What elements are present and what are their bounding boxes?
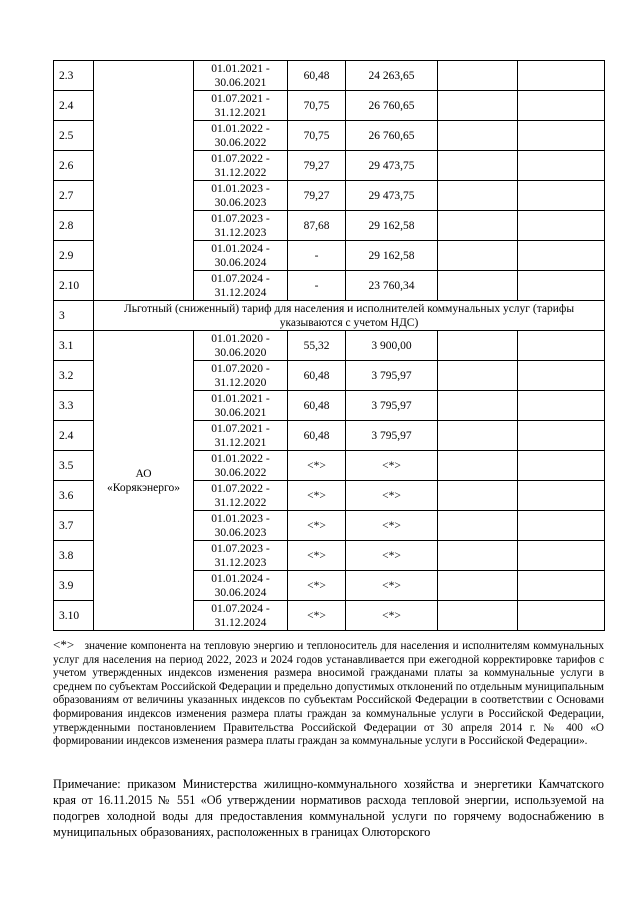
period-cell — [194, 211, 288, 241]
period-cell — [194, 481, 288, 511]
period-cell — [194, 571, 288, 601]
heat-component: 87,68 — [288, 211, 346, 241]
row-number: 2.9 — [54, 241, 94, 271]
period-cell — [194, 241, 288, 271]
empty-cell — [518, 61, 605, 91]
period-end: 30.06.2024 — [214, 586, 267, 599]
row-number: 2.7 — [54, 181, 94, 211]
empty-cell — [518, 151, 605, 181]
period-end: 31.12.2023 — [214, 226, 267, 239]
heat-component: 55,32 — [288, 331, 346, 361]
period-cell — [194, 121, 288, 151]
carrier-component: <*> — [346, 481, 438, 511]
period-cell — [194, 361, 288, 391]
empty-cell — [518, 601, 605, 631]
period-start: 01.07.2020 - — [211, 362, 270, 375]
empty-cell — [438, 151, 518, 181]
period-cell — [194, 331, 288, 361]
heat-component: - — [288, 271, 346, 301]
period-start: 01.07.2022 - — [211, 482, 270, 495]
row-number: 3.1 — [54, 331, 94, 361]
period-end: 31.12.2021 — [214, 436, 267, 449]
heat-component: 60,48 — [288, 361, 346, 391]
organization-cell — [94, 331, 194, 631]
period-end: 31.12.2022 — [214, 166, 267, 179]
heat-component: 60,48 — [288, 391, 346, 421]
period-cell — [194, 151, 288, 181]
period-start: 01.01.2022 - — [211, 122, 270, 135]
section-title-line: указываются с учетом НДС) — [279, 316, 419, 329]
period-end: 30.06.2023 — [214, 526, 267, 539]
section-title — [94, 301, 605, 331]
empty-cell — [438, 391, 518, 421]
empty-cell — [438, 211, 518, 241]
carrier-component: 23 760,34 — [346, 271, 438, 301]
empty-cell — [438, 271, 518, 301]
period-end: 30.06.2021 — [214, 406, 267, 419]
period-end: 31.12.2023 — [214, 556, 267, 569]
empty-cell — [518, 391, 605, 421]
carrier-component: <*> — [346, 601, 438, 631]
period-end: 31.12.2021 — [214, 106, 267, 119]
empty-cell — [438, 571, 518, 601]
empty-cell — [518, 421, 605, 451]
period-end: 30.06.2020 — [214, 346, 267, 359]
period-cell — [194, 541, 288, 571]
empty-cell — [518, 211, 605, 241]
empty-cell — [518, 361, 605, 391]
footnote-marker: <*> — [53, 637, 75, 652]
period-end: 31.12.2020 — [214, 376, 267, 389]
section-number: 3 — [54, 301, 94, 331]
period-end: 31.12.2022 — [214, 496, 267, 509]
row-number: 2.10 — [54, 271, 94, 301]
period-start: 01.01.2023 - — [211, 512, 270, 525]
period-start: 01.01.2024 - — [211, 572, 270, 585]
empty-cell — [438, 331, 518, 361]
empty-cell — [518, 181, 605, 211]
period-start: 01.01.2022 - — [211, 452, 270, 465]
carrier-component: 3 795,97 — [346, 391, 438, 421]
heat-component: - — [288, 241, 346, 271]
period-start: 01.07.2021 - — [211, 422, 270, 435]
period-start: 01.07.2022 - — [211, 152, 270, 165]
remark — [53, 776, 604, 840]
row-number: 3.5 — [54, 451, 94, 481]
carrier-component: 3 900,00 — [346, 331, 438, 361]
carrier-component: 29 473,75 — [346, 151, 438, 181]
empty-cell — [518, 331, 605, 361]
row-number: 3.10 — [54, 601, 94, 631]
period-end: 31.12.2024 — [214, 286, 267, 299]
period-cell — [194, 421, 288, 451]
organization-name: «Корякэнерго» — [107, 481, 180, 494]
row-number: 3.7 — [54, 511, 94, 541]
heat-component: <*> — [288, 571, 346, 601]
heat-component: 79,27 — [288, 151, 346, 181]
empty-cell — [438, 241, 518, 271]
empty-cell — [518, 91, 605, 121]
row-number: 3.2 — [54, 361, 94, 391]
row-number: 2.5 — [54, 121, 94, 151]
carrier-component: 26 760,65 — [346, 91, 438, 121]
heat-component: 70,75 — [288, 121, 346, 151]
org-cell-empty — [94, 61, 194, 301]
table-row — [54, 331, 605, 361]
empty-cell — [438, 361, 518, 391]
carrier-component: 29 162,58 — [346, 211, 438, 241]
empty-cell — [438, 481, 518, 511]
carrier-component: <*> — [346, 571, 438, 601]
heat-component: <*> — [288, 601, 346, 631]
period-cell — [194, 61, 288, 91]
period-start: 01.01.2021 - — [211, 62, 270, 75]
empty-cell — [518, 511, 605, 541]
period-end: 30.06.2024 — [214, 256, 267, 269]
table-row — [54, 61, 605, 91]
empty-cell — [438, 91, 518, 121]
period-end: 31.12.2024 — [214, 616, 267, 629]
empty-cell — [518, 541, 605, 571]
carrier-component: 29 473,75 — [346, 181, 438, 211]
period-start: 01.07.2023 - — [211, 212, 270, 225]
carrier-component: 3 795,97 — [346, 361, 438, 391]
empty-cell — [518, 241, 605, 271]
period-cell — [194, 601, 288, 631]
carrier-component: 3 795,97 — [346, 421, 438, 451]
period-cell — [194, 91, 288, 121]
tariff-table — [53, 60, 605, 631]
empty-cell — [518, 121, 605, 151]
carrier-component: <*> — [346, 511, 438, 541]
row-number: 2.4 — [54, 421, 94, 451]
row-number: 3.9 — [54, 571, 94, 601]
heat-component: <*> — [288, 511, 346, 541]
period-end: 30.06.2022 — [214, 466, 267, 479]
empty-cell — [518, 271, 605, 301]
section-header-row — [54, 301, 605, 331]
row-number: 2.3 — [54, 61, 94, 91]
carrier-component: <*> — [346, 451, 438, 481]
heat-component: 79,27 — [288, 181, 346, 211]
empty-cell — [438, 121, 518, 151]
empty-cell — [518, 451, 605, 481]
row-number: 3.3 — [54, 391, 94, 421]
heat-component: 60,48 — [288, 421, 346, 451]
period-cell — [194, 271, 288, 301]
row-number: 2.6 — [54, 151, 94, 181]
period-start: 01.01.2020 - — [211, 332, 270, 345]
row-number: 2.4 — [54, 91, 94, 121]
carrier-component: <*> — [346, 541, 438, 571]
heat-component: <*> — [288, 451, 346, 481]
empty-cell — [518, 481, 605, 511]
empty-cell — [438, 451, 518, 481]
period-cell — [194, 181, 288, 211]
empty-cell — [438, 601, 518, 631]
heat-component: <*> — [288, 541, 346, 571]
period-cell — [194, 451, 288, 481]
period-start: 01.01.2023 - — [211, 182, 270, 195]
period-start: 01.01.2021 - — [211, 392, 270, 405]
heat-component: 60,48 — [288, 61, 346, 91]
empty-cell — [438, 181, 518, 211]
carrier-component: 26 760,65 — [346, 121, 438, 151]
empty-cell — [438, 61, 518, 91]
footnote — [53, 638, 604, 749]
remark-text: Примечание: приказом Министерства жилищно-коммунального хозяйства и энергетики Камчатского края от 16.11.2015 № 551 «Об утверждении нормативов расхода тепловой энергии, используемой на подогрев холодной воды для предоставления коммунальной услуги по горячему водоснабжению в муниципальных образованиях, расположенных в границах Олюторского — [53, 777, 604, 839]
row-number: 3.6 — [54, 481, 94, 511]
period-start: 01.07.2024 - — [211, 602, 270, 615]
carrier-component: 29 162,58 — [346, 241, 438, 271]
row-number: 3.8 — [54, 541, 94, 571]
period-end: 30.06.2023 — [214, 196, 267, 209]
organization-type: АО — [135, 467, 152, 480]
empty-cell — [438, 511, 518, 541]
period-cell — [194, 391, 288, 421]
period-start: 01.07.2021 - — [211, 92, 270, 105]
footnote-text: значение компонента на тепловую энергию и теплоноситель для населения и исполнителям коммунальных услуг для населения на период 2022, 2023 и 2024 годов устанавливается при ежегодной корректировке тарифов с учетом утвержденных индексов изменения размера вносимой гражданами платы за коммунальные услуги в среднем по субъектам Российской Федерации и предельно допустимых отклонений по отдельным муниципальным образованиям от величины указанных индексов по субъектам Российской Федерации в соответствии с Основами формирования индексов изменения размера платы граждан за коммунальные услуги в Российской Федерации, утвержденными постановлением Правительства Российской Федерации от 30 апреля 2014 г. № 400 «О формировании индексов изменения размера платы граждан за коммунальные услуги в Российской Федерации». — [53, 640, 604, 748]
empty-cell — [438, 421, 518, 451]
heat-component: <*> — [288, 481, 346, 511]
empty-cell — [518, 571, 605, 601]
period-start: 01.01.2024 - — [211, 242, 270, 255]
period-end: 30.06.2022 — [214, 136, 267, 149]
period-cell — [194, 511, 288, 541]
period-end: 30.06.2021 — [214, 76, 267, 89]
heat-component: 70,75 — [288, 91, 346, 121]
period-start: 01.07.2024 - — [211, 272, 270, 285]
carrier-component: 24 263,65 — [346, 61, 438, 91]
row-number: 2.8 — [54, 211, 94, 241]
empty-cell — [438, 541, 518, 571]
section-title-line: Льготный (сниженный) тариф для населения и исполнителей коммунальных услуг (тарифы — [123, 302, 575, 315]
period-start: 01.07.2023 - — [211, 542, 270, 555]
